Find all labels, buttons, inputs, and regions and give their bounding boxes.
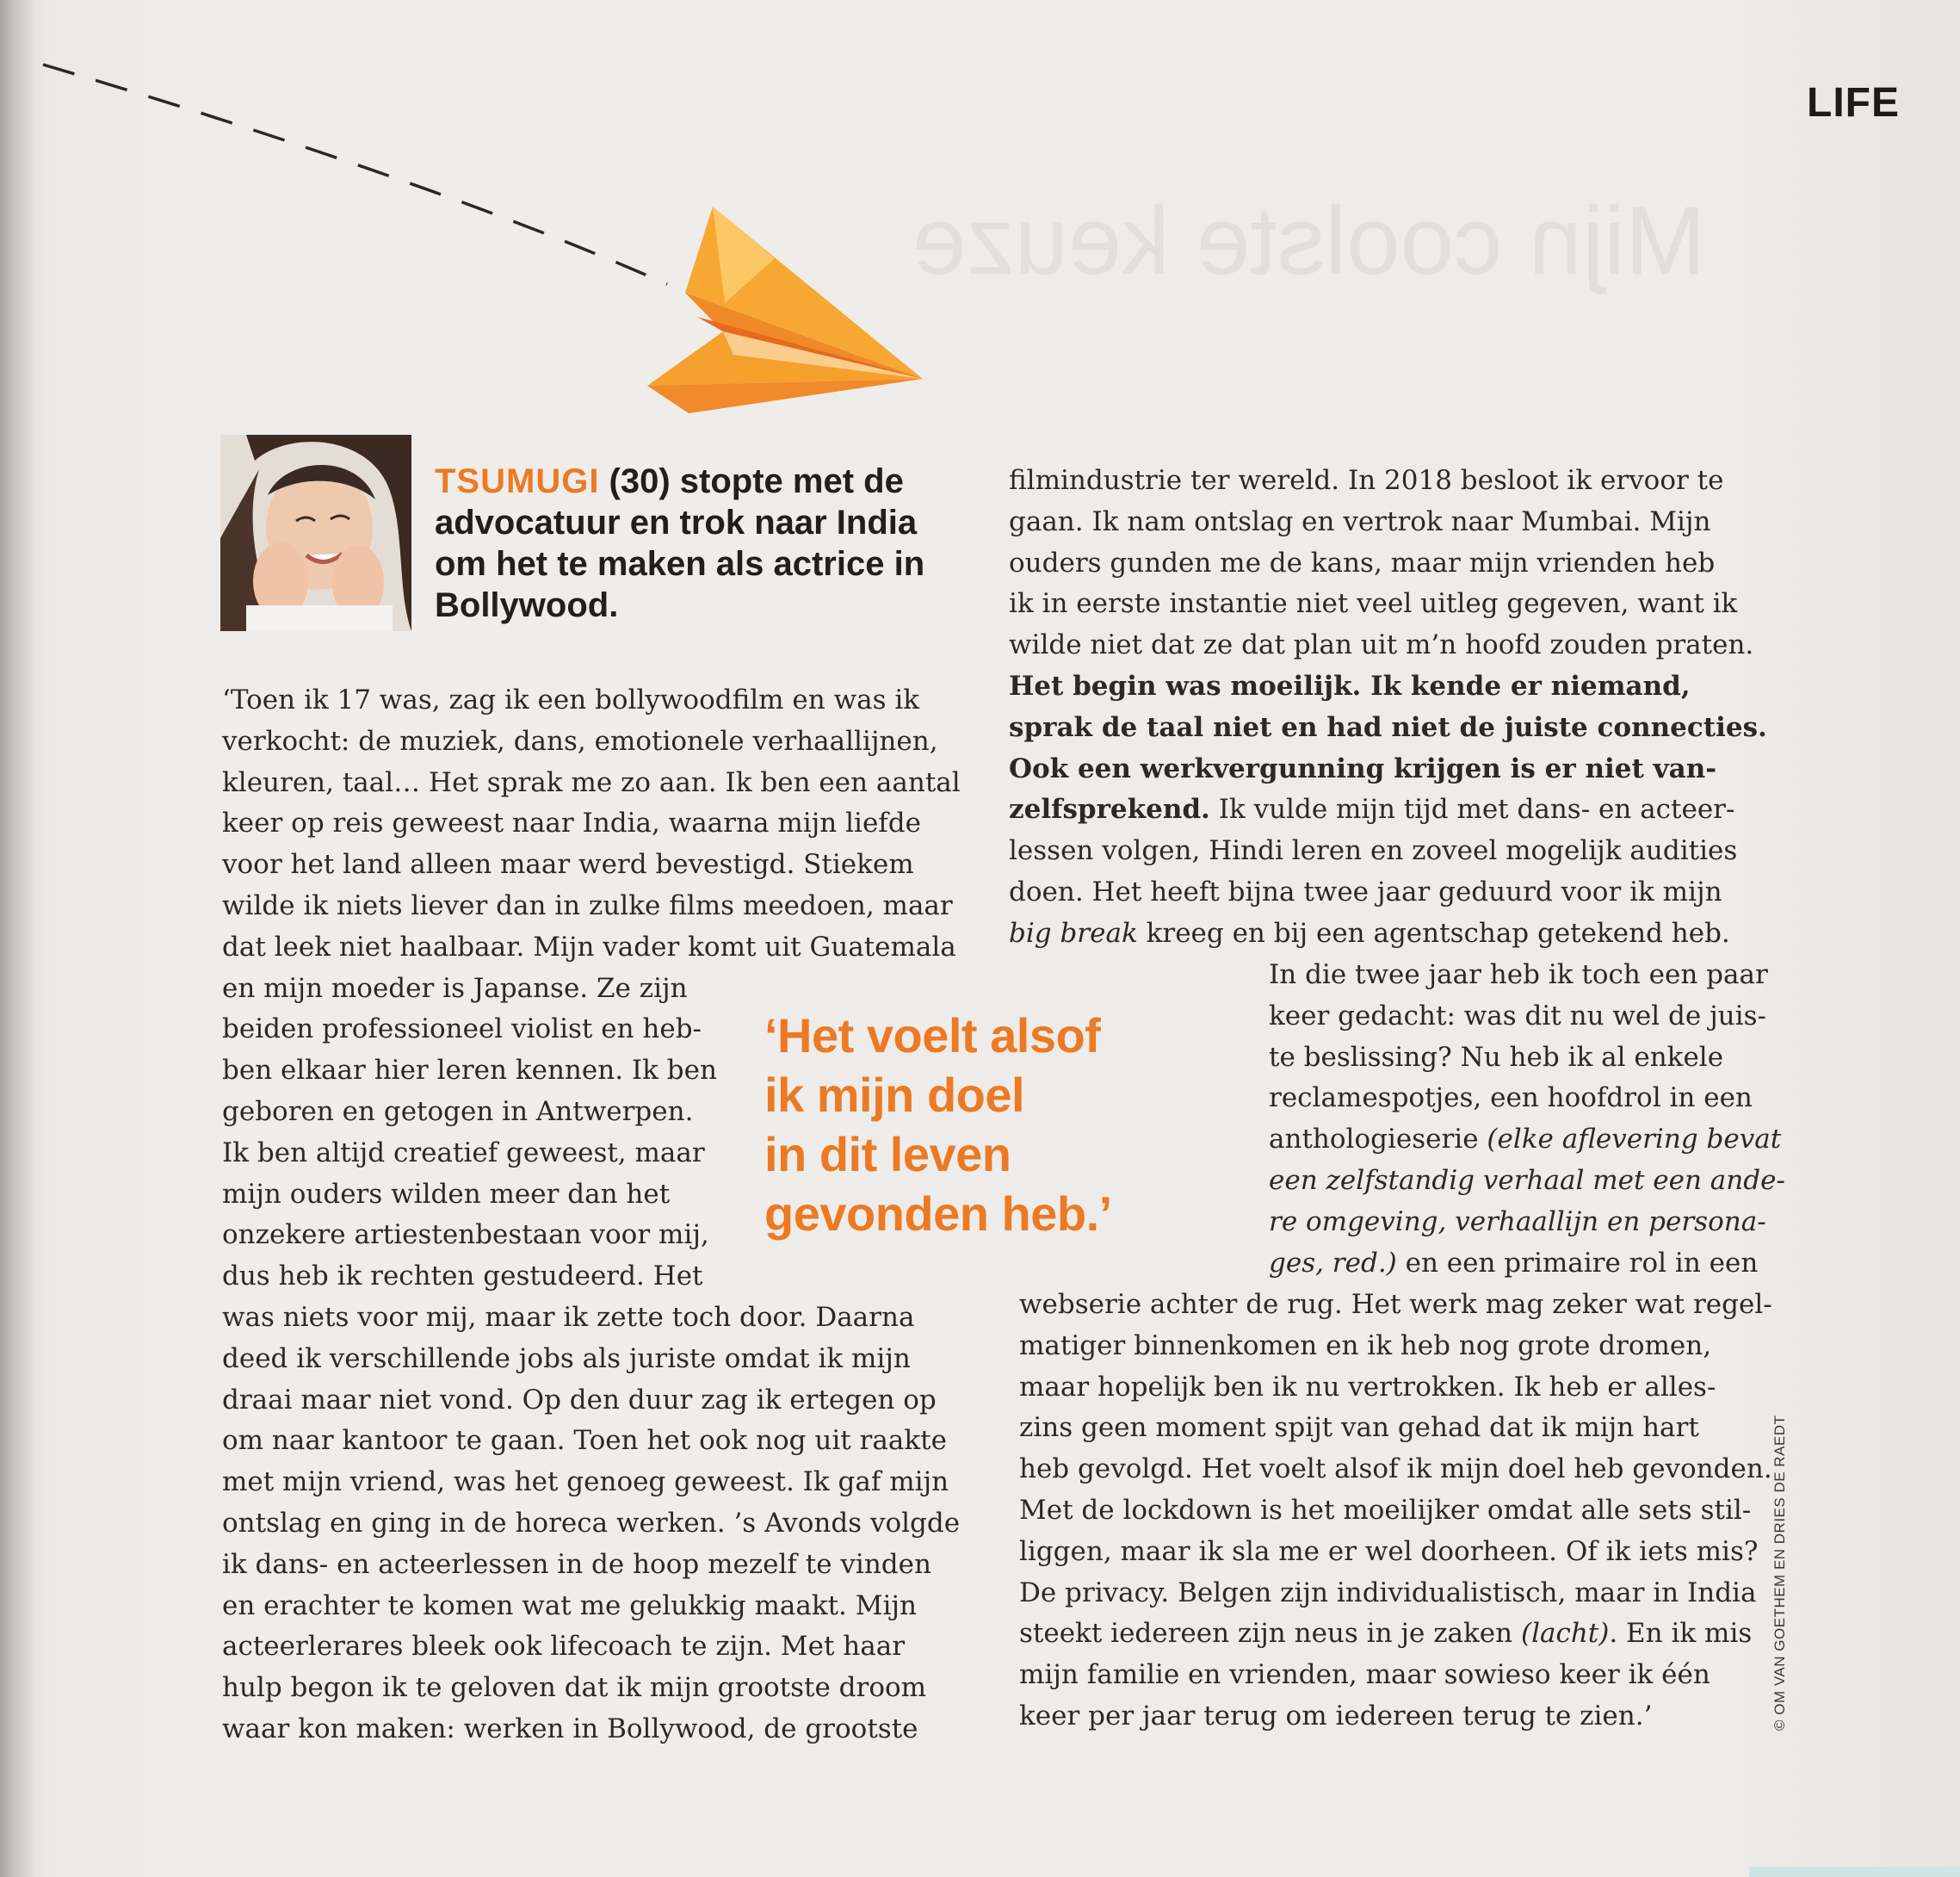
text-fragment: . En ik mis bbox=[1609, 1618, 1753, 1650]
body-line: ontslag en ging in de horeca werken. ’s Avonds volgde bbox=[222, 1507, 961, 1539]
pull-quote-line: ‘Het voelt alsof bbox=[764, 1008, 1101, 1062]
body-line: mijn familie en vrienden, maar sowieso keer ik één bbox=[1019, 1659, 1710, 1691]
showthrough-text: Mijn coolste keuze bbox=[912, 187, 1706, 294]
color-strip bbox=[1749, 1867, 1960, 1877]
body-line: Met de lockdown is het moeilijker omdat alle sets stil- bbox=[1019, 1494, 1752, 1526]
body-line: liggen, maar ik sla me er wel doorheen. Of ik iets mis? bbox=[1019, 1535, 1759, 1567]
body-line: was niets voor mij, maar ik zette toch door. Daarna bbox=[222, 1301, 915, 1333]
text-fragment: Ik vulde mijn tijd met dans- en acteer- bbox=[1209, 794, 1735, 826]
body-line: wilde ik niets liever dan in zulke films meedoen, maar bbox=[222, 889, 953, 921]
body-line: Ik ben altijd creatief geweest, maar bbox=[222, 1137, 705, 1168]
body-line-bold: Het begin was moeilijk. Ik kende er niemand, bbox=[1009, 670, 1691, 702]
body-line: te beslissing? Nu heb ik al enkele bbox=[1269, 1041, 1724, 1073]
bold-fragment: zelfsprekend. bbox=[1009, 794, 1210, 826]
section-label: LIFE bbox=[1807, 80, 1900, 126]
body-line: keer per jaar terug om iedereen terug te zien.’ bbox=[1019, 1700, 1653, 1731]
body-line bbox=[1009, 914, 1767, 955]
photo-credit: © OM VAN GOETHEM EN DRIES DE RAEDT bbox=[1771, 1415, 1788, 1731]
body-line: verkocht: de muziek, dans, emotionele verhaallijnen, bbox=[222, 725, 938, 757]
pull-quote bbox=[764, 1006, 1212, 1243]
body-line: waar kon maken: werken in Bollywood, de grootste bbox=[222, 1713, 918, 1744]
body-line: ‘Toen ik 17 was, zag ik een bollywoodfilm en was ik bbox=[222, 685, 920, 715]
body-line: mijn ouders wilden meer dan het bbox=[222, 1178, 671, 1210]
body-line: heb gevolgd. Het voelt alsof ik mijn doel heb gevonden. bbox=[1019, 1453, 1772, 1485]
portrait-photo bbox=[220, 435, 411, 631]
intro-text: (30) stopte met de advocatuur en trok naar India om het te maken als actrice in Bollywood. bbox=[435, 462, 925, 624]
body-line: In die twee jaar heb ik toch een paar bbox=[1269, 959, 1768, 990]
article-column-right-mid bbox=[1269, 955, 1785, 1284]
body-line: en erachter te komen wat me gelukkig maakt. Mijn bbox=[222, 1589, 917, 1621]
body-line: webserie achter de rug. Het werk mag zeker wat regel- bbox=[1019, 1289, 1772, 1320]
body-line: dat leek niet haalbaar. Mijn vader komt uit Guatemala bbox=[222, 931, 956, 963]
text-fragment: en een primaire rol in een bbox=[1396, 1247, 1759, 1279]
paper-airplane-icon bbox=[647, 207, 923, 413]
body-line: wilde niet dat ze dat plan uit m’n hoofd zouden praten. bbox=[1009, 629, 1754, 661]
body-line: dus heb ik rechten gestudeerd. Het bbox=[222, 1261, 703, 1292]
body-line: De privacy. Belgen zijn individualistisch, maar in India bbox=[1019, 1577, 1757, 1608]
body-line bbox=[1269, 1243, 1785, 1285]
body-line: om naar kantoor te gaan. Toen het ook nog uit raakte bbox=[222, 1425, 947, 1457]
body-line: onzekere artiestenbestaan voor mij, bbox=[222, 1219, 709, 1251]
body-line-italic: re omgeving, verhaallijn en persona- bbox=[1269, 1205, 1766, 1237]
body-line-bold: Ook een werkvergunning krijgen is er niet van- bbox=[1009, 753, 1717, 784]
pull-quote-line: gevonden heb.’ bbox=[764, 1186, 1112, 1241]
pull-quote-line: in dit leven bbox=[764, 1127, 1011, 1181]
intro-headline bbox=[435, 461, 951, 626]
page-gutter-shadow bbox=[0, 0, 34, 1877]
body-line: ik in eerste instantie niet veel uitleg gegeven, want ik bbox=[1009, 588, 1738, 620]
body-line: reclamespotjes, een hoofdrol in een bbox=[1269, 1082, 1753, 1114]
body-line: lessen volgen, Hindi leren en zoveel mogelijk audities bbox=[1009, 835, 1738, 867]
body-line: matiger binnenkomen en ik heb nog grote dromen, bbox=[1019, 1329, 1712, 1361]
text-fragment: kreeg en bij een agentschap getekend heb. bbox=[1137, 917, 1730, 949]
pull-quote-line: ik mijn doel bbox=[764, 1068, 1025, 1122]
body-line: met mijn vriend, was het genoeg geweest. Ik gaf mijn bbox=[222, 1466, 949, 1498]
body-line: doen. Het heeft bijna twee jaar geduurd voor ik mijn bbox=[1009, 876, 1722, 908]
body-line: ben elkaar hier leren kennen. Ik ben bbox=[222, 1055, 717, 1087]
body-line: voor het land alleen maar werd bevestigd. Stiekem bbox=[222, 849, 914, 881]
paper-airplane-illustration bbox=[34, 34, 947, 439]
body-line: en mijn moeder is Japanse. Ze zijn bbox=[222, 972, 688, 1004]
body-line bbox=[1269, 1119, 1785, 1161]
body-line: ouders gunden me de kans, maar mijn vrienden heb bbox=[1009, 547, 1716, 579]
italic-fragment: ges, red.) bbox=[1269, 1247, 1397, 1279]
body-line: draai maar niet vond. Op den duur zag ik ertegen op bbox=[222, 1384, 937, 1415]
portrait-illustration bbox=[220, 435, 411, 631]
body-line: keer op reis geweest naar India, waarna mijn liefde bbox=[222, 808, 921, 839]
dashed-flight-path bbox=[43, 65, 667, 284]
subject-name: TSUMUGI bbox=[435, 462, 600, 500]
body-line: zins geen moment spijt van gehad dat ik mijn hart bbox=[1019, 1412, 1699, 1444]
body-line: acteerlerares bleek ook lifecoach te zijn. Met haar bbox=[222, 1631, 906, 1663]
body-line: hulp begon ik te geloven dat ik mijn grootste droom bbox=[222, 1672, 927, 1704]
body-line bbox=[1019, 1614, 1772, 1655]
body-line: kleuren, taal… Het sprak me zo aan. Ik ben een aantal bbox=[222, 766, 961, 798]
italic-fragment: (elke aflevering bevat bbox=[1487, 1124, 1782, 1155]
body-line: keer gedacht: was dit nu wel de juis- bbox=[1269, 1000, 1766, 1031]
text-fragment: anthologieserie bbox=[1269, 1124, 1487, 1155]
body-line: geboren en getogen in Antwerpen. bbox=[222, 1095, 694, 1127]
body-line: deed ik verschillende jobs als juriste omdat ik mijn bbox=[222, 1342, 911, 1374]
body-line bbox=[1009, 790, 1767, 831]
body-line: filmindustrie ter wereld. In 2018 besloot ik ervoor te bbox=[1009, 465, 1724, 496]
article-column-right-top bbox=[1009, 461, 1767, 955]
italic-fragment: big break bbox=[1009, 917, 1138, 949]
body-line: maar hopelijk ben ik nu vertrokken. Ik heb er alles- bbox=[1019, 1371, 1716, 1403]
article-column-right-bottom bbox=[1019, 1285, 1772, 1738]
body-line: gaan. Ik nam ontslag en vertrok naar Mumbai. Mijn bbox=[1009, 505, 1711, 537]
italic-fragment: (lacht) bbox=[1520, 1618, 1610, 1650]
text-fragment: steekt iedereen zijn neus in je zaken bbox=[1019, 1618, 1521, 1650]
body-line-italic: een zelfstandig verhaal met een ande- bbox=[1269, 1164, 1785, 1196]
body-line: beiden professioneel violist en heb- bbox=[222, 1013, 702, 1045]
body-line-bold: sprak de taal niet en had niet de juiste connecties. bbox=[1009, 711, 1767, 743]
body-line: ik dans- en acteerlessen in de hoop mezelf te vinden bbox=[222, 1548, 931, 1580]
